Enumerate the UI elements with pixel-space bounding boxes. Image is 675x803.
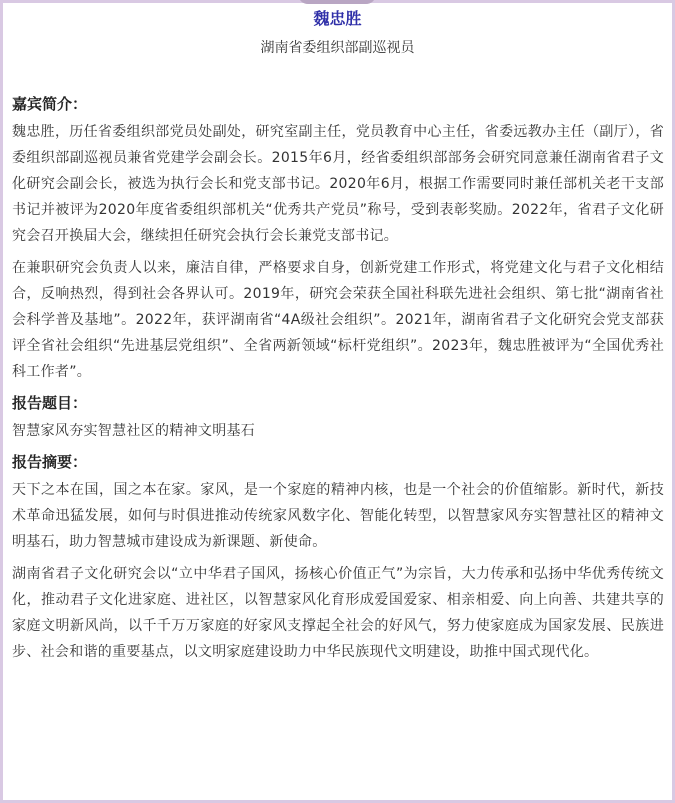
summary-paragraph-1: 天下之本在国，国之本在家。家风，是一个家庭的精神内核，也是一个社会的价值缩影。新时代，新技术革命迅猛发展，如何与时俱进推动传统家风数字化、智能化转型，以智慧家风夯实智慧社区的精神文明基石，助力智慧城市建设成为新课题、新使命。	[12, 482, 664, 550]
speaker-header	[0, 8, 675, 58]
bio-heading: 嘉宾简介：	[12, 95, 88, 113]
summary-paragraph-2: 湖南省君子文化研究会以“立中华君子国风，扬核心价值正气”为宗旨，大力传承和弘扬中华优秀传统文化，推动君子文化进家庭、进社区，以智慧家风化育形成爱国爱家、相亲相爱、向上向善、共建共享的家庭文明新风尚，以千千万万家庭的好家风支撑起全社会的好风气，努力使家庭成为国家发展、民族进步、社会和谐的重要基点，以文明家庭建设助力中华民族现代文明建设，助推中国式现代化。	[12, 566, 664, 660]
article-body	[12, 92, 664, 671]
page-frame-left	[0, 0, 3, 803]
avatar-photo-edge	[298, 0, 376, 4]
speaker-title: 湖南省委组织部副巡视员	[260, 40, 415, 56]
speaker-name: 魏忠胜	[313, 9, 362, 28]
report-title-text: 智慧家风夯实智慧社区的精神文明基石	[12, 423, 256, 439]
report-title-heading: 报告题目：	[12, 394, 88, 412]
report-summary-heading: 报告摘要：	[12, 453, 88, 471]
bio-paragraph-1: 魏忠胜，历任省委组织部党员处副处，研究室副主任，党员教育中心主任，省委远教办主任（副厅），省委组织部副巡视员兼省党建学会副会长。2015年6月，经省委组织部部务会研究同意兼任湖南省君子文化研究会副会长，被选为执行会长和党支部书记。2020年6月，根据工作需要同时兼任部机关老干支部书记并被评为2020年度省委组织部机关“优秀共产党员”称号，受到表彰奖励。2022年，省君子文化研究会召开换届大会，继续担任研究会执行会长兼党支部书记。	[12, 124, 664, 244]
bio-paragraph-2: 在兼职研究会负责人以来，廉洁自律，严格要求自身，创新党建工作形式，将党建文化与君子文化相结合，反响热烈，得到社会各界认可。2019年，研究会荣获全国社科联先进社会组织、第七批“湖南省社会科学普及基地”。2022年，获评湖南省“4A级社会组织”。2021年，湖南省君子文化研究会党支部获评全省社会组织“先进基层党组织”、全省两新领域“标杆党组织”。2023年，魏忠胜被评为“全国优秀社科工作者”。	[12, 260, 664, 380]
